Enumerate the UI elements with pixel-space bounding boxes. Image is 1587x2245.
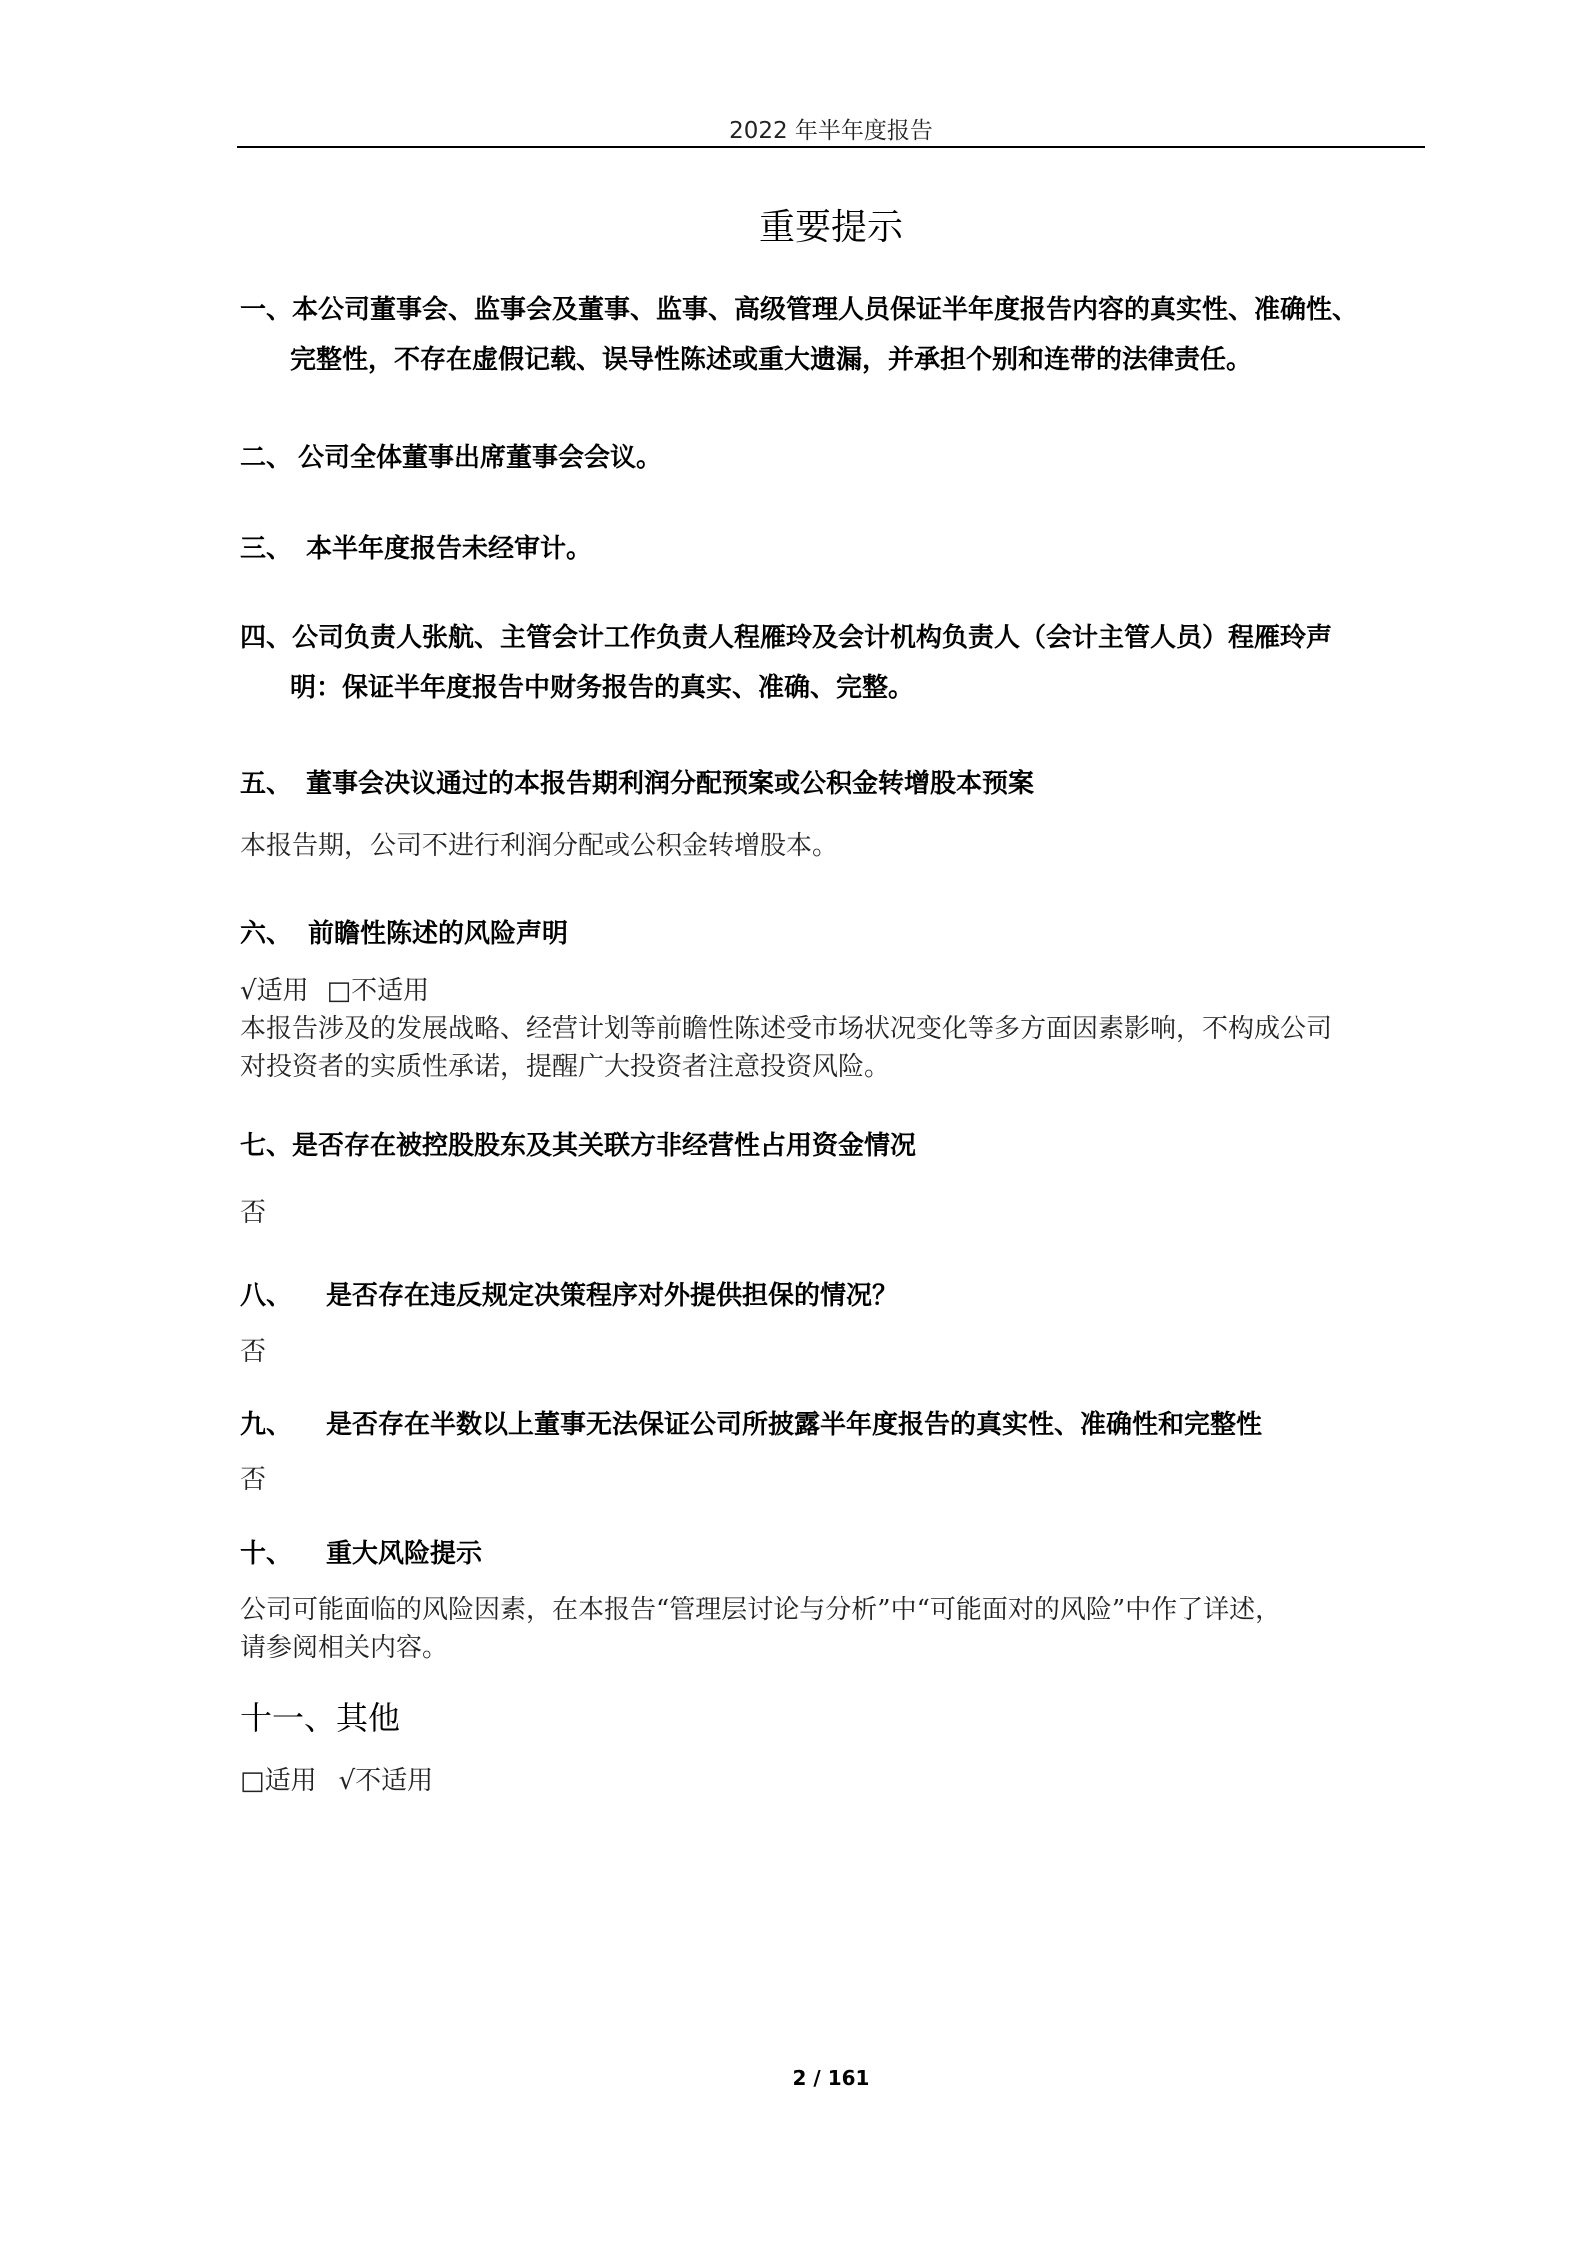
section-6-options [240, 972, 429, 1010]
section-text: 本半年度报告未经审计。 [306, 534, 593, 564]
section-number: 十、 [240, 1539, 293, 1569]
section-6-body [240, 1010, 1430, 1086]
section-text: 前瞻性陈述的风险声明 [308, 919, 569, 949]
running-header: 2022 年半年度报告 [729, 118, 933, 144]
section-text-line1: 公司负责人张航、主管会计工作负责人程雁玲及会计机构负责人（会计主管人员）程雁玲声 [292, 623, 1333, 653]
section-text: 是否存在半数以上董事无法保证公司所披露半年度报告的真实性、准确性和完整性 [326, 1410, 1263, 1440]
section-text: 董事会决议通过的本报告期利润分配预案或公积金转增股本预案 [306, 769, 1035, 799]
section-11-title: 十一、其他 [240, 1699, 401, 1737]
section-text-line2: 明：保证半年度报告中财务报告的真实、准确、完整。 [290, 673, 915, 703]
section-number: 九、 [240, 1410, 293, 1440]
section-number: 七、 [240, 1131, 293, 1161]
not-applicable-option: □不适用 [326, 976, 430, 1006]
page-number: 2 / 161 [792, 2066, 870, 2090]
section-text: 是否存在被控股股东及其关联方非经营性占用资金情况 [292, 1131, 917, 1161]
section-number: 三、 [240, 534, 293, 564]
section-9 [240, 1403, 1430, 1447]
section-text-line1: 本公司董事会、监事会及董事、监事、高级管理人员保证半年度报告内容的真实性、准确性、 [292, 295, 1359, 325]
section-6 [240, 912, 1430, 956]
section-text: 公司全体董事出席董事会会议。 [298, 443, 663, 473]
body-line2: 对投资者的实质性承诺，提醒广大投资者注意投资风险。 [240, 1052, 891, 1082]
not-applicable-checked-option: √不适用 [338, 1766, 434, 1796]
header-divider [237, 146, 1425, 148]
section-number: 五、 [240, 769, 293, 799]
section-11-options [240, 1762, 433, 1800]
applicable-option: □适用 [240, 1766, 317, 1796]
section-number: 四、 [240, 623, 293, 653]
section-10-body [240, 1591, 1430, 1667]
section-8-body: 否 [240, 1337, 267, 1367]
section-7-body: 否 [240, 1198, 267, 1228]
section-1 [240, 288, 1430, 382]
section-10 [240, 1532, 1430, 1576]
section-8 [240, 1274, 1430, 1318]
section-7 [240, 1124, 1430, 1168]
section-number: 二、 [240, 443, 293, 473]
section-number: 六、 [240, 919, 293, 949]
body-line1: 本报告涉及的发展战略、经营计划等前瞻性陈述受市场状况变化等多方面因素影响，不构成公司 [240, 1014, 1333, 1044]
section-5 [240, 762, 1430, 806]
body-line2: 请参阅相关内容。 [240, 1633, 449, 1663]
section-5-body: 本报告期，公司不进行利润分配或公积金转增股本。 [240, 831, 839, 861]
section-text-line2: 完整性，不存在虚假记载、误导性陈述或重大遗漏，并承担个别和连带的法律责任。 [290, 345, 1253, 375]
section-2 [240, 436, 1430, 480]
section-text: 重大风险提示 [326, 1539, 483, 1569]
body-line1: 公司可能面临的风险因素，在本报告“管理层讨论与分析”中“可能面对的风险”中作了详述， [240, 1595, 1282, 1625]
section-9-body: 否 [240, 1465, 267, 1495]
section-number: 八、 [240, 1281, 293, 1311]
section-3 [240, 527, 1430, 571]
section-4 [240, 616, 1430, 710]
section-text: 是否存在违反规定决策程序对外提供担保的情况？ [326, 1281, 899, 1311]
section-number: 一、 [240, 295, 293, 325]
applicable-checked-option: √适用 [240, 976, 309, 1006]
page-title: 重要提示 [758, 207, 903, 248]
